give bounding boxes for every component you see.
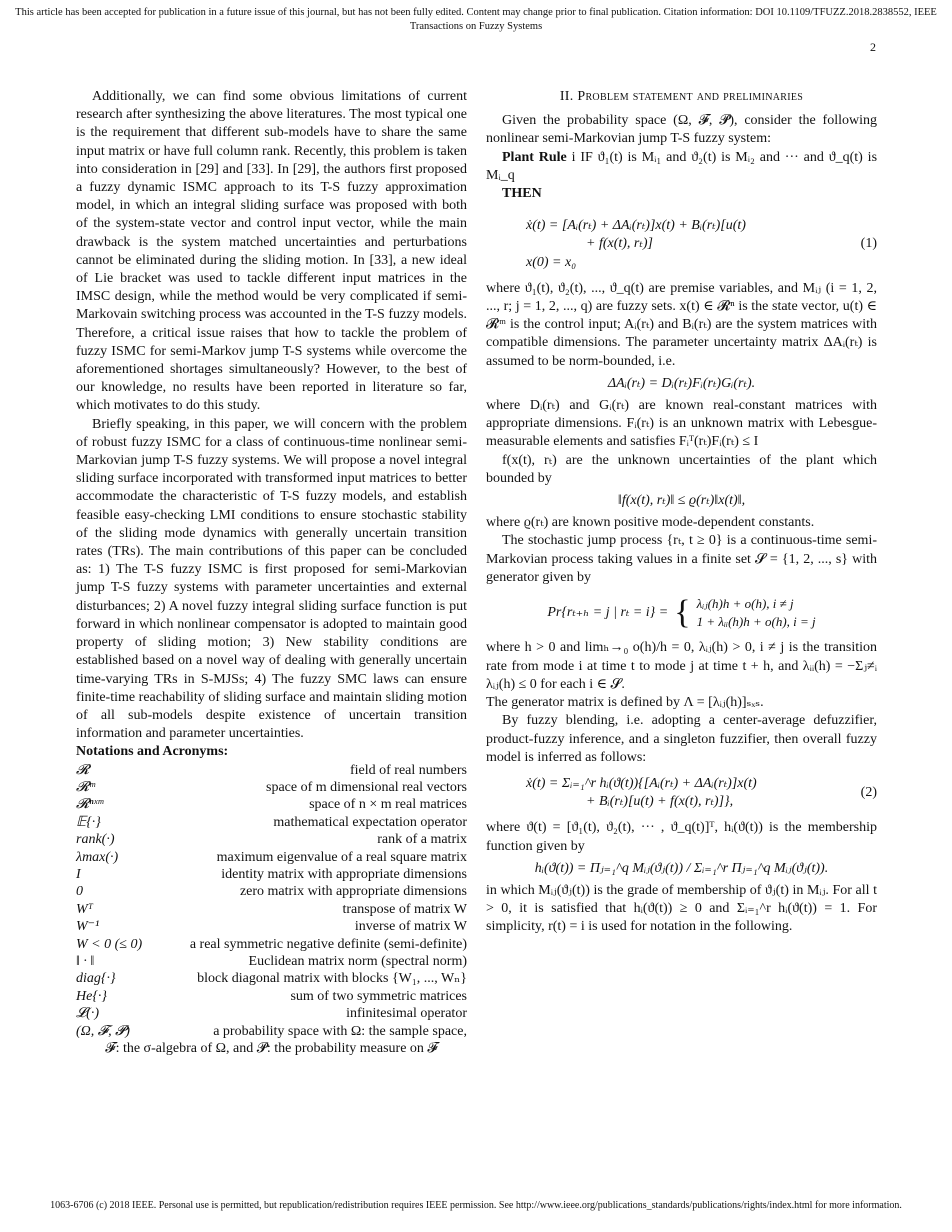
notation-definition: a probability space with Ω: the sample space, bbox=[213, 1023, 467, 1039]
equation-1 bbox=[486, 217, 877, 272]
intro-paragraph-1: Additionally, we can find some obvious limitations of current research after synthesizing the above literatures. The most typical one is the requirement that different sub-models have to share the same input matrix or have full column rank. Recently, this problem is taken into consideration in [29] and [33]. In [29], the authors first proposed a fuzzy dynamic ISMC approach to its T-S fuzzy approximation model, in which an integral sliding surface was proposed with both of the system-state vector and control input vector, while the main drawback is the system matched uncertainties and perturbations cannot be eliminated during the sliding motion. In [33], a new ideal of Lie bracket was used to tackle different input matrices in the IMSC design, while the method would be very complicated if semi-Markovain switching process was accounted in the T-S fuzzy models. Therefore, a critical issue raises that how to tackle the problem of fuzzy ISMC for semi-Markov jump T-S systems while overcome the aforementioned shortages simultaneously? However, to the best of our knowledge, no results have been reported in literature so far, which motivates to do this study. bbox=[76, 89, 467, 414]
notation-row bbox=[76, 970, 467, 987]
left-column bbox=[76, 88, 467, 1058]
probability-case-1: λᵢⱼ(h)h + o(h), i ≠ j bbox=[696, 596, 794, 612]
notation-definition: identity matrix with appropriate dimensions bbox=[221, 866, 467, 882]
notation-list bbox=[76, 762, 467, 1041]
notation-last-line: 𝓕: the σ-algebra of Ω, and 𝓟: the probability measure on 𝓕 bbox=[105, 1041, 438, 1057]
page-number: 2 bbox=[870, 40, 876, 54]
notation-row bbox=[76, 779, 467, 796]
equation-2-number: (2) bbox=[860, 785, 877, 800]
section-title: II. Problem statement and preliminaries bbox=[559, 89, 804, 104]
notation-row bbox=[76, 953, 467, 970]
fuzzy-blending-paragraph: By fuzzy blending, i.e. adopting a center-average defuzzifier, product-fuzzy inference, and a singleton fuzzifier, then overall fuzzy model is inferred as follows: bbox=[486, 713, 877, 765]
notation-definition: mathematical expectation operator bbox=[273, 814, 467, 830]
notation-definition: infinitesimal operator bbox=[346, 1006, 467, 1022]
notation-symbol: rank(·) bbox=[76, 832, 115, 848]
plant-rule bbox=[486, 149, 877, 185]
intro-paragraph-2: Briefly speaking, in this paper, we will concern with the problem of robust fuzzy ISMC for a class of continuous-time nonlinear semi-Markovian jump T-S fuzzy systems. We will propose a novel integral sliding surface incorporated with transformed input matrices to better accommodate the characteristic of T-S fuzzy models, and establish feasible easy-checking LMI conditions to ensure stochastic stability of the sliding mode dynamics with generally uncertain transition rates (TRs). The main contributions of this paper can be concluded as: 1) The T-S fuzzy ISMC is first proposed for semi-Markovian jump T-S fuzzy systems with parameter uncertainties and external disturbances; 2) A novel fuzzy integral sliding surface function is put forward in which nonlinear compensator is adopted to maintain good property of sliding motion; 3) New stability conditions are established based on a novel way of dealing with generally uncertain time-varying TRs in S-MJSs; 4) The fuzzy SMC laws can ensure finite-time reachability of sliding surface and maintain sliding motion of all sub-models despite existence of uncertain transition information and parameter uncertainties. bbox=[76, 416, 467, 742]
equation-1-line-3: x(0) = x₀ bbox=[526, 254, 577, 270]
notation-definition: zero matrix with appropriate dimensions bbox=[239, 884, 467, 900]
norm-bounded-equation: ΔAᵢ(rₜ) = Dᵢ(rₜ)Fᵢ(rₜ)Gᵢ(rₜ). bbox=[607, 375, 756, 391]
problem-intro: Given the probability space (Ω, 𝓕, 𝓟), consider the following nonlinear semi-Markovian jump T-S fuzzy system: bbox=[486, 113, 877, 147]
equation-1-line-2: + f(x(t), rₜ)] bbox=[586, 236, 653, 252]
probability-case-2: 1 + λᵢᵢ(h)h + o(h), i = j bbox=[696, 614, 816, 630]
bound-equation: ‖f(x(t), rₜ)‖ ≤ ϱ(rₜ)‖x(t)‖, bbox=[617, 493, 746, 509]
equation-2-line-1: ẋ(t) = Σᵢ₌₁^r hᵢ(ϑ(t)){[Aᵢ(rₜ) + ΔAᵢ(rₜ)]x(t) bbox=[526, 775, 757, 791]
equation-2-line-2: + Bᵢ(rₜ)[u(t) + f(x(t), rₜ)]}, bbox=[586, 794, 734, 810]
notation-definition: space of m dimensional real vectors bbox=[266, 779, 467, 795]
notation-row bbox=[76, 831, 467, 848]
notation-row bbox=[76, 866, 467, 883]
notation-symbol: W⁻¹ bbox=[76, 919, 100, 935]
constants-paragraph: where ϱ(rₜ) are known positive mode-dependent constants. bbox=[486, 515, 815, 531]
matrix-paragraph: where Dᵢ(rₜ) and Gᵢ(rₜ) are known real-constant matrices with appropriate dimensions. Fᵢ(rₜ) is an unknown matrix with Lebesgue-measurable elements and satisfies Fᵢᵀ(rₜ)Fᵢ(rₜ) ≤ I bbox=[486, 398, 877, 450]
notation-definition: maximum eigenvalue of a real square matrix bbox=[216, 849, 467, 865]
then-label: THEN bbox=[502, 186, 542, 202]
notation-symbol: λmax(·) bbox=[76, 849, 119, 865]
notation-symbol: (Ω, 𝓕, 𝓟) bbox=[76, 1023, 130, 1039]
equation-2 bbox=[486, 775, 877, 811]
notation-row bbox=[76, 1023, 467, 1040]
transition-rate-paragraph: where h > 0 and limₕ→₀ o(h)/h = 0, λᵢⱼ(h) > 0, i ≠ j is the transition rate from mode i at time t to mode j at time t + h, and λᵢᵢ(h) = −Σⱼ≠ᵢ λᵢⱼ(h) ≤ 0 for each i ∈ 𝓢. bbox=[486, 640, 877, 692]
notation-row bbox=[76, 849, 467, 866]
notation-symbol: 0 bbox=[76, 884, 83, 900]
generator-matrix-paragraph: The generator matrix is defined by Λ = [λᵢⱼ(h)]ₛₓₛ. bbox=[486, 695, 764, 711]
probability-lhs: Pr{rₜ₊ₕ = j | rₜ = i} = bbox=[547, 605, 669, 621]
notation-row bbox=[76, 901, 467, 918]
notation-symbol: Wᵀ bbox=[76, 901, 94, 917]
notation-definition: a real symmetric negative definite (semi-definite) bbox=[189, 936, 467, 952]
notation-definition: rank of a matrix bbox=[377, 832, 467, 848]
journal-header bbox=[0, 6, 952, 34]
equation-1-line-1: ẋ(t) = [Aᵢ(rₜ) + ΔAᵢ(rₜ)]x(t) + Bᵢ(rₜ)[u(t) bbox=[526, 218, 746, 234]
membership-equation: hᵢ(ϑ(t)) = Πⱼ₌₁^q Mᵢⱼ(ϑⱼ(t)) / Σᵢ₌₁^r Πⱼ₌₁^q Mᵢⱼ(ϑⱼ(t)). bbox=[534, 860, 829, 876]
probability-equation: Pr{rₜ₊ₕ = j | rₜ = i} = { λᵢⱼ(h)h + o(h), i ≠ j 1 + λᵢᵢ(h)h + o(h), i = j bbox=[547, 594, 816, 632]
notation-row bbox=[76, 918, 467, 935]
notation-row bbox=[76, 988, 467, 1005]
premise-paragraph: where ϑ₁(t), ϑ₂(t), ..., ϑ_q(t) are premise variables, and Mᵢⱼ (i = 1, 2, ..., r; j = 1, 2, ..., q) are fuzzy sets. x(t) ∈ 𝓡ⁿ is the state vector, u(t) ∈ 𝓡ᵐ is the control input; Aᵢ(rₜ) and Bᵢ(rₜ) are the system matrices with compatible dimensions. The parameter uncertainty matrix ΔAᵢ(rₜ) is assumed to be norm-bounded, i.e. bbox=[486, 280, 877, 369]
notation-symbol: 𝓡ⁿˣᵐ bbox=[76, 797, 104, 813]
notation-row bbox=[76, 1005, 467, 1022]
notation-symbol: 𝓡ᵐ bbox=[76, 779, 95, 795]
notation-symbol: He{·} bbox=[76, 988, 108, 1004]
header-line-1: This article has been accepted for publication in a future issue of this journal, but has not been fully edited. Content may change prior to final publication. Citation information: DOI 10.1109/TFUZZ.2018.2838552, IEEE bbox=[15, 7, 937, 18]
notation-definition: transpose of matrix W bbox=[342, 901, 467, 917]
notation-definition: block diagonal matrix with blocks {W₁, ..., Wₙ} bbox=[197, 971, 467, 987]
notation-heading: Notations and Acronyms: bbox=[76, 744, 229, 760]
notation-definition: sum of two symmetric matrices bbox=[290, 988, 467, 1004]
notation-row bbox=[76, 814, 467, 831]
notation-symbol: ‖ · ‖ bbox=[76, 953, 95, 969]
notation-definition: space of n × m real matrices bbox=[309, 797, 467, 813]
notation-symbol: 𝓡 bbox=[76, 762, 90, 778]
notation-definition: Euclidean matrix norm (spectral norm) bbox=[248, 953, 467, 969]
notation-symbol: diag{·} bbox=[76, 971, 116, 987]
notation-symbol: I bbox=[76, 866, 81, 882]
uncertainty-paragraph: f(x(t), rₜ) are the unknown uncertainties of the plant which bounded by bbox=[486, 452, 877, 486]
membership-grade-paragraph: in which Mᵢⱼ(ϑⱼ(t)) is the grade of membership of ϑⱼ(t) in Mᵢⱼ. For all t > 0, it is satisfied that hᵢ(ϑ(t)) ≥ 0 and Σᵢ₌₁^r hᵢ(ϑ(t)) = 1. For simplicity, r(t) = i is used for notation in the following. bbox=[486, 882, 877, 935]
notation-symbol: 𝓛(·) bbox=[76, 1006, 100, 1022]
header-line-2: Transactions on Fuzzy Systems bbox=[409, 21, 543, 32]
notation-symbol: 𝔼{·} bbox=[76, 814, 101, 830]
copyright-footer: 1063-6706 (c) 2018 IEEE. Personal use is permitted, but republication/redistribution requires IEEE permission. See http://www.ieee.org/publications_standards/publications/rights/index.html for more information. bbox=[50, 1200, 902, 1211]
plant-rule-label: Plant Rule bbox=[502, 149, 567, 165]
equation-1-number: (1) bbox=[860, 236, 877, 252]
notation-row bbox=[76, 796, 467, 813]
right-column bbox=[486, 88, 877, 937]
notation-row bbox=[76, 883, 467, 900]
notation-definition: field of real numbers bbox=[349, 762, 467, 778]
jump-process-paragraph: The stochastic jump process {rₜ, t ≥ 0} is a continuous-time semi-Markovian process taking values in a finite set 𝓢 = {1, 2, ..., s} with generator given by bbox=[486, 533, 877, 585]
notation-symbol: W < 0 (≤ 0) bbox=[76, 936, 143, 952]
notation-definition: inverse of matrix W bbox=[354, 919, 467, 935]
plant-rule-text: i IF ϑ₁(t) is Mᵢ₁ and ϑ₂(t) is Mᵢ₂ and ··· and ϑ_q(t) is Mᵢ_q bbox=[486, 149, 878, 183]
membership-paragraph: where ϑ(t) = [ϑ₁(t), ϑ₂(t), ··· , ϑ_q(t)]ᵀ, hᵢ(ϑ(t)) is the membership function given by bbox=[486, 820, 877, 854]
notation-row bbox=[76, 762, 467, 779]
notation-row bbox=[76, 936, 467, 953]
